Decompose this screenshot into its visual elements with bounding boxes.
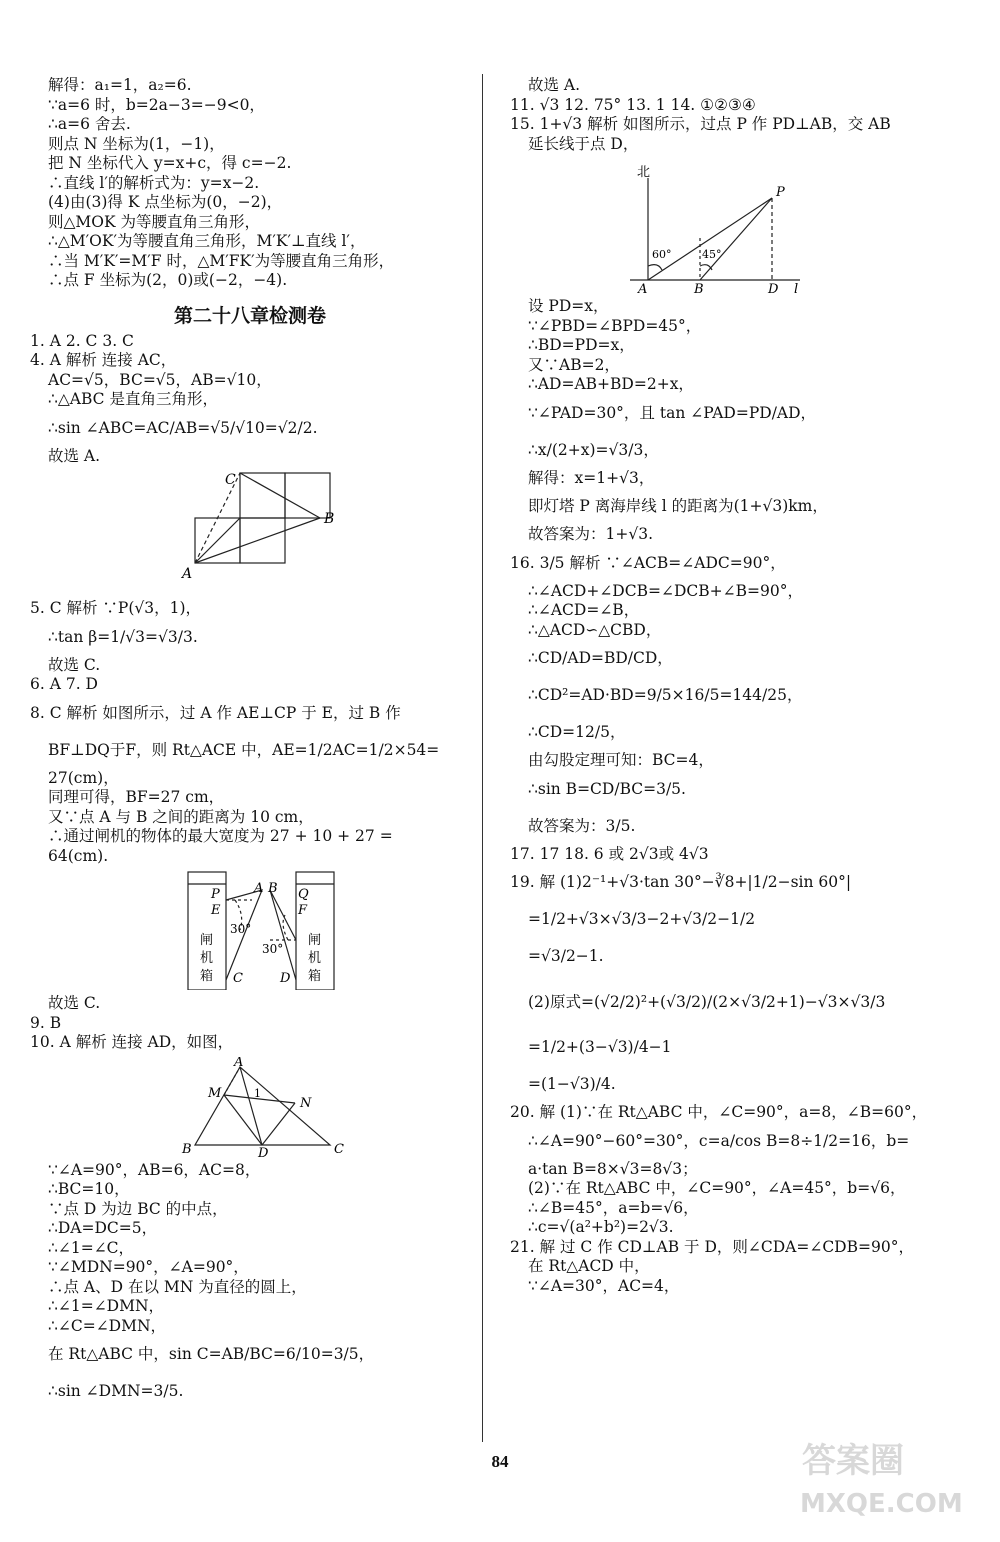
right-column bbox=[510, 76, 980, 1296]
fig10-label-n: N bbox=[300, 1095, 312, 1111]
fig10-label-d: D bbox=[258, 1145, 269, 1157]
answer-10-line: ∴DA=DC=5， bbox=[48, 1219, 158, 1237]
answer-15-line: 设 PD=x， bbox=[528, 297, 609, 315]
answer-15-line: ∴BD=PD=x， bbox=[528, 336, 635, 354]
answer-16-formula: ∴CD²=AD·BD=9/5×16/5=144/25， bbox=[528, 686, 803, 704]
fig8-angle-left: 30° bbox=[230, 922, 252, 936]
fig8-label-c: C bbox=[233, 971, 243, 986]
answer-16-formula: ∴sin B=CD/BC=3/5. bbox=[528, 779, 686, 798]
answer-8-line: 27(cm)， bbox=[48, 768, 119, 787]
fig8-label-q: Q bbox=[298, 887, 309, 902]
answer-16-formula: ∴CD=12/5， bbox=[528, 723, 626, 741]
answer-8: 8. C 解析 如图所示，过 A 作 AE⊥CP 于 E，过 B 作 bbox=[30, 703, 401, 722]
answer-15: 15. 1+√3 解析 如图所示，过点 P 作 PD⊥AB，交 AB bbox=[510, 115, 891, 133]
fig10-label-a: A bbox=[234, 1056, 244, 1070]
fig15-label-b: B bbox=[694, 282, 704, 293]
answer-10-end: 故选 A. bbox=[528, 76, 581, 94]
answer-5: 5. C 解析 ∵P(√3，1)， bbox=[30, 599, 202, 617]
answer-16-line: ∴∠ACD=∠B， bbox=[528, 601, 640, 619]
answer-8-line: 又∵点 A 与 B 之间的距离为 10 cm， bbox=[48, 807, 314, 826]
answer-8-line: BF⊥DQ于F，则 Rt△ACE 中，AE=1/2AC=1/2×54= bbox=[48, 740, 440, 759]
answer-21: 21. 解 过 C 作 CD⊥AB 于 D，则∠CDA=∠CDB=90°， bbox=[510, 1237, 914, 1256]
solution-line: ∴a=6 舍去. bbox=[48, 115, 131, 133]
fig8-box-right-1: 闸 bbox=[308, 933, 322, 948]
column-divider bbox=[482, 74, 483, 1442]
answer-15-steps bbox=[510, 297, 980, 395]
fig4-label-c: C bbox=[225, 472, 236, 488]
fig15-label-p: P bbox=[776, 185, 785, 200]
answer-5-formula: ∴tan β=1/√3=√3/3. bbox=[48, 627, 198, 646]
fig8-box-left-3: 箱 bbox=[200, 969, 214, 984]
answer-5-line: 故选 C. bbox=[48, 655, 101, 674]
continued-solution bbox=[30, 76, 470, 291]
fig15-label-a: A bbox=[638, 282, 648, 293]
fig8-label-p: P bbox=[211, 887, 220, 902]
fig8-label-e: E bbox=[211, 903, 221, 918]
answer-16-line: ∴△ACD∽△CBD， bbox=[528, 620, 662, 639]
fig15-angle-45: 45° bbox=[702, 248, 722, 261]
fig15-label-l: l bbox=[794, 282, 799, 293]
solution-line: ∴点 F 坐标为(2，0)或(−2，−4). bbox=[48, 271, 288, 289]
answer-10-formula: 在 Rt△ABC 中，sin C=AB/BC=6/10=3/5， bbox=[48, 1345, 375, 1363]
answer-16: 16. 3/5 解析 ∵∠ACB=∠ADC=90°， bbox=[510, 553, 786, 572]
solution-line: ∴△M′OK′为等腰直角三角形，M′K′⊥直线 l′， bbox=[48, 232, 366, 250]
answer-4: 4. A 解析 连接 AC， bbox=[30, 351, 177, 369]
answer-21-step: 在 Rt△ACD 中， bbox=[528, 1257, 650, 1275]
answer-1-3: 1. A 2. C 3. C bbox=[30, 331, 134, 350]
fig4-label-a: A bbox=[182, 566, 193, 582]
fig8-label-d: D bbox=[280, 971, 291, 986]
answer-10-line: ∵∠A=90°，AB=6，AC=8， bbox=[48, 1160, 261, 1179]
answer-4-formula: ∴sin ∠ABC=AC/AB=√5/√10=√2/2. bbox=[48, 418, 318, 437]
answer-9: 9. B bbox=[30, 1013, 62, 1032]
answer-4-line: AC=√5，BC=√5，AB=√10， bbox=[48, 370, 272, 389]
answer-10: 10. A 解析 连接 AD，如图， bbox=[30, 1033, 234, 1051]
answer-8-line: ∴通过闸机的物体的最大宽度为 27 + 10 + 27 = bbox=[48, 827, 393, 845]
figure-4-grid bbox=[30, 470, 470, 595]
answer-10-formula: ∴sin ∠DMN=3/5. bbox=[48, 1382, 184, 1400]
answer-8-line: 故选 C. bbox=[48, 994, 101, 1012]
fig8-box-left-2: 机 bbox=[200, 951, 214, 966]
fig4-label-b: B bbox=[324, 511, 335, 527]
answer-20-step: (2)∵在 Rt△ABC 中，∠C=90°，∠A=45°，b=√6， bbox=[528, 1179, 906, 1197]
fig8-box-right-2: 机 bbox=[308, 951, 322, 966]
fig15-label-d: D bbox=[768, 282, 779, 293]
answer-15-line: 故答案为：1+√3. bbox=[528, 525, 654, 543]
fig15-angle-60: 60° bbox=[652, 248, 672, 261]
answer-10-line: ∴∠C=∠DMN， bbox=[48, 1316, 167, 1335]
solution-line: 则点 N 坐标为(1，−1)， bbox=[48, 134, 225, 153]
fig8-label-f: F bbox=[298, 903, 308, 918]
answer-15-line: ∴AD=AB+BD=2+x， bbox=[528, 375, 694, 393]
answer-20-step: ∴c=√(a²+b²)=2√3. bbox=[528, 1218, 674, 1236]
answer-16-formula: 故答案为：3/5. bbox=[528, 816, 636, 835]
answer-8-line: 同理可得，BF=27 cm， bbox=[48, 788, 225, 806]
fig10-label-c: C bbox=[334, 1141, 344, 1157]
solution-line: 则△MOK 为等腰直角三角形， bbox=[48, 212, 261, 231]
fig10-label-b: B bbox=[182, 1141, 192, 1157]
chapter-title: 第二十八章检测卷 bbox=[173, 304, 326, 327]
answer-20-step: a·tan B=8×√3=8√3； bbox=[528, 1159, 698, 1178]
figure-8-gates bbox=[30, 870, 470, 990]
fig10-label-1: 1 bbox=[254, 1086, 261, 1100]
solution-line: (4)由(3)得 K 点坐标为(0，−2)， bbox=[48, 193, 283, 211]
watermark-logo bbox=[792, 1432, 982, 1520]
answer-15-line: 延长线于点 D， bbox=[528, 134, 639, 153]
solution-line: ∴直线 l′的解析式为：y=x−2. bbox=[48, 173, 260, 192]
fig8-label-a: A bbox=[254, 881, 264, 896]
answer-19: 19. 解 (1)2⁻¹+√3·tan 30°−∛8+|1/2−sin 60°| bbox=[510, 873, 852, 891]
answer-19-part2: (2)原式=(√2/2)²+(√3/2)/(2×√3/2+1)−√3×√3/3 bbox=[528, 993, 886, 1011]
answer-19-step: =√3/2−1. bbox=[528, 947, 604, 965]
answer-10-line: ∴点 A、D 在以 MN 为直径的圆上， bbox=[48, 1277, 307, 1296]
fig8-box-left-1: 闸 bbox=[200, 933, 214, 948]
answer-15-line: ∵∠PBD=∠BPD=45°， bbox=[528, 316, 702, 335]
answer-17-18: 17. 17 18. 6 或 2√3或 4√3 bbox=[510, 844, 709, 863]
solution-line: ∵a=6 时，b=2a−3=−9<0， bbox=[48, 95, 265, 114]
fig15-label-north: 北 bbox=[637, 165, 651, 180]
answer-4-line: 故选 A. bbox=[48, 446, 101, 465]
answer-21-step: ∵∠A=30°，AC=4， bbox=[528, 1276, 680, 1295]
answer-10-line: ∴∠1=∠DMN， bbox=[48, 1297, 165, 1315]
answer-20: 20. 解 (1)∵在 Rt△ABC 中，∠C=90°，a=8，∠B=60°， bbox=[510, 1103, 928, 1121]
answer-10-line: ∴BC=10， bbox=[48, 1180, 130, 1198]
answer-15-line: 又∵AB=2， bbox=[528, 355, 620, 374]
left-column bbox=[30, 76, 470, 1410]
answer-15-formula: ∵∠PAD=30°，且 tan ∠PAD=PD/AD， bbox=[528, 403, 817, 422]
answer-19-step: =(1−√3)/4. bbox=[528, 1075, 616, 1093]
svg-text:答案圈: 答案圈 bbox=[802, 1441, 904, 1481]
answer-15-formula: ∴x/(2+x)=√3/3， bbox=[528, 440, 659, 459]
svg-text:MXQE.COM: MXQE.COM bbox=[800, 1489, 963, 1519]
fig8-label-b: B bbox=[268, 881, 278, 896]
answer-4-line: ∴△ABC 是直角三角形， bbox=[48, 390, 218, 408]
answer-19-step: =1/2+√3×√3/3−2+√3/2−1/2 bbox=[528, 910, 756, 928]
page-number: 84 bbox=[491, 1452, 509, 1471]
figure-10-triangle bbox=[30, 1057, 470, 1157]
answer-10-line: ∴∠1=∠C， bbox=[48, 1238, 135, 1257]
answer-20-step: ∴∠A=90°−60°=30°，c=a/cos B=8÷1/2=16，b= bbox=[528, 1131, 910, 1150]
answer-10-steps bbox=[30, 1161, 470, 1337]
answer-10-line: ∵∠MDN=90°，∠A=90°， bbox=[48, 1258, 249, 1276]
fig8-box-right-3: 箱 bbox=[308, 969, 322, 984]
answer-20-step: ∴∠B=45°，a=b=√6， bbox=[528, 1198, 699, 1217]
figure-15-lighthouse bbox=[510, 158, 980, 293]
answer-6-7: 6. A 7. D bbox=[30, 675, 98, 693]
solution-line: 把 N 坐标代入 y=x+c，得 c=−2. bbox=[48, 154, 292, 172]
solution-line: 解得：a₁=1，a₂=6. bbox=[48, 76, 192, 94]
solution-line: ∴当 M′K′=M′F 时，△M′FK′为等腰直角三角形， bbox=[48, 251, 395, 270]
fig10-label-m: M bbox=[208, 1085, 222, 1101]
answer-16-formula: ∴CD/AD=BD/CD， bbox=[528, 649, 673, 667]
answer-11-14: 11. √3 12. 75° 13. 1 14. ①②③④ bbox=[510, 95, 756, 114]
answer-19-step: =1/2+(3−√3)/4−1 bbox=[528, 1038, 672, 1056]
answer-10-line: ∵点 D 为边 BC 的中点， bbox=[48, 1199, 228, 1218]
fig8-angle-right: 30° bbox=[262, 942, 284, 956]
answer-16-line: ∴∠ACD+∠DCB=∠DCB+∠B=90°， bbox=[528, 581, 803, 600]
answer-8-line: 64(cm). bbox=[48, 846, 109, 865]
answer-15-line: 即灯塔 P 离海岸线 l 的距离为(1+√3)km， bbox=[528, 497, 828, 515]
answer-15-line: 解得：x=1+√3， bbox=[528, 468, 655, 487]
answer-16-line: 由勾股定理可知：BC=4， bbox=[528, 751, 714, 769]
